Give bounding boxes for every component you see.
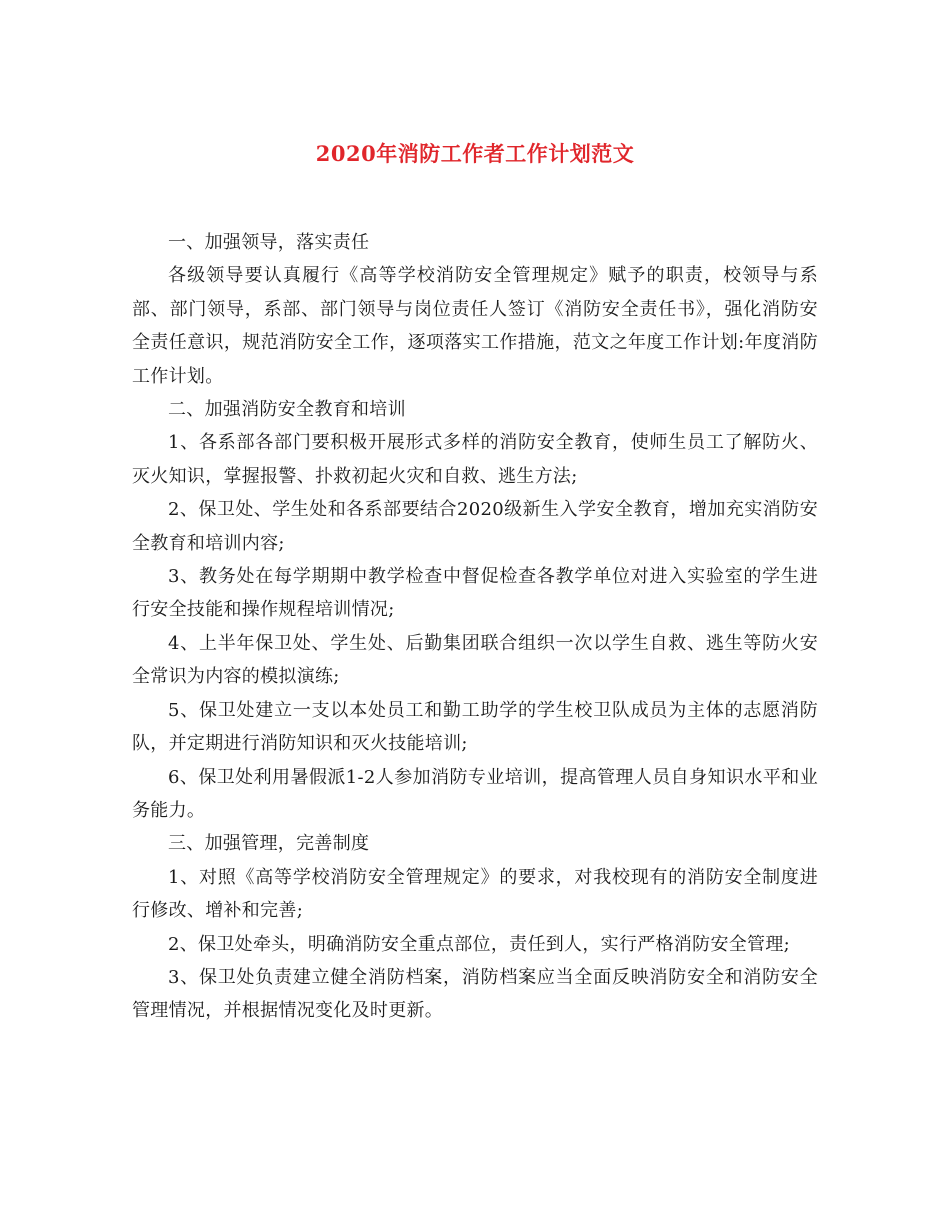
list-item: 3、教务处在每学期期中教学检查中督促检查各教学单位对进入实验室的学生进行安全技能和操作规程培训情况;: [132, 566, 818, 621]
list-item: 1、各系部各部门要积极开展形式多样的消防安全教育，使师生员工了解防火、灭火知识，掌握报警、扑救初起火灾和自救、逃生方法;: [132, 432, 818, 487]
list-item: 2、保卫处牵头，明确消防安全重点部位，责任到人，实行严格消防安全管理;: [168, 933, 791, 955]
document-title: 2020年消防工作者工作计划范文: [315, 141, 635, 166]
list-item: 3、保卫处负责建立健全消防档案，消防档案应当全面反映消防安全和消防安全管理情况，并根据情况变化及时更新。: [132, 966, 818, 1022]
list-item: 6、保卫处利用暑假派1-2人参加消防专业培训，提高管理人员自身知识水平和业务能力。: [132, 766, 818, 821]
list-item: 5、保卫处建立一支以本处员工和勤工助学的学生校卫队成员为主体的志愿消防队，并定期进行消防知识和灭火技能培训;: [132, 699, 818, 755]
list-item: 4、上半年保卫处、学生处、后勤集团联合组织一次以学生自救、逃生等防火安全常识为内容的模拟演练;: [132, 632, 818, 688]
list-item: 1、对照《高等学校消防安全管理规定》的要求，对我校现有的消防安全制度进行修改、增补和完善;: [132, 866, 818, 922]
section-heading-1: 一、加强领导，落实责任: [168, 232, 370, 253]
section-heading-2: 二、加强消防安全教育和培训: [168, 399, 406, 421]
section-heading-3: 三、加强管理，完善制度: [168, 833, 370, 855]
paragraph: 各级领导要认真履行《高等学校消防安全管理规定》赋予的职责，校领导与系部、部门领导，系部、部门领导与岗位责任人签订《消防安全责任书》，强化消防安全责任意识，规范消防安全工作，逐项落实工作措施，范文之年度工作计划:年度消防工作计划。: [132, 265, 818, 387]
list-item: 2、保卫处、学生处和各系部要结合2020级新生入学安全教育，增加充实消防安全教育和培训内容;: [132, 499, 818, 554]
document-body: [132, 226, 818, 1028]
